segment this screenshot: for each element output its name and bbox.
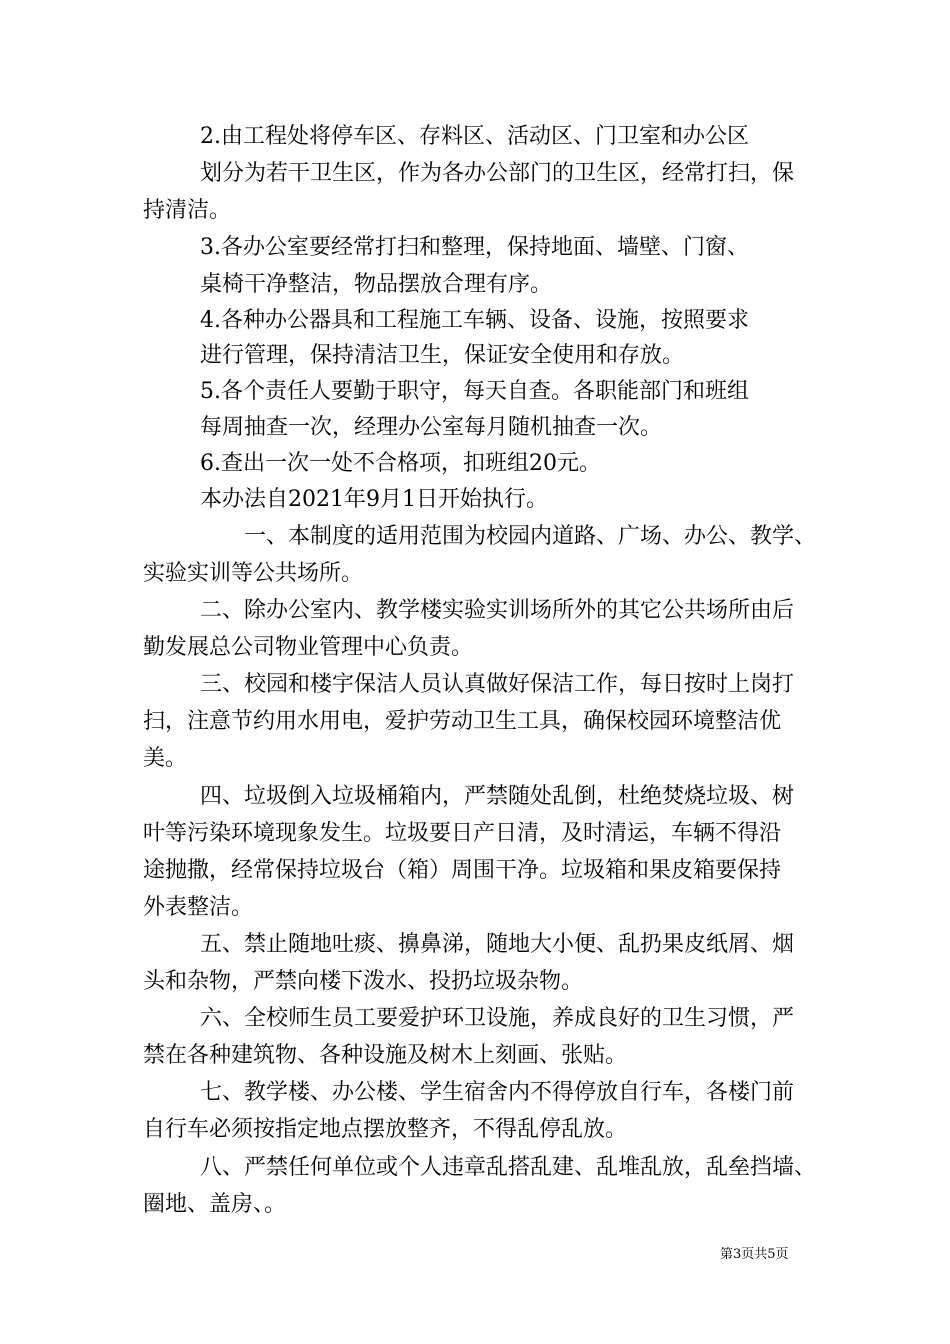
text-line: 一、本制度的适用范围为校园内道路、广场、办公、教学、 bbox=[244, 524, 817, 549]
text-line: 本办法自2021年9月1日开始执行。 bbox=[200, 487, 548, 512]
text-line: 头和杂物，严禁向楼下泼水、投扔垃圾杂物。 bbox=[143, 969, 584, 994]
text-line: 每周抽查一次，经理办公室每月随机抽查一次。 bbox=[200, 415, 663, 440]
text-line: 进行管理，保持清洁卫生，保证安全使用和存放。 bbox=[200, 343, 685, 368]
text-line: 七、教学楼、办公楼、学生宿舍内不得停放自行车，各楼门前 bbox=[200, 1080, 795, 1105]
text-line: 禁在各种建筑物、各种设施及树木上刻画、张贴。 bbox=[143, 1043, 628, 1068]
text-line: 四、垃圾倒入垃圾桶箱内，严禁随处乱倒，杜绝焚烧垃圾、树 bbox=[200, 784, 795, 809]
text-line: 桌椅干净整洁，物品摆放合理有序。 bbox=[200, 272, 553, 297]
text-line: 圈地、盖房、。 bbox=[143, 1192, 287, 1217]
text-line: 勤发展总公司物业管理中心负责。 bbox=[143, 635, 474, 660]
text-line: 持清洁。 bbox=[143, 198, 232, 223]
text-line: 二、除办公室内、教学楼实验实训场所外的其它公共场所由后 bbox=[200, 598, 795, 623]
text-line: 划分为若干卫生区，作为各办公部门的卫生区，经常打扫，保 bbox=[200, 161, 795, 186]
text-line: 叶等污染环境现象发生。垃圾要日产日清，及时清运，车辆不得沿 bbox=[143, 821, 782, 846]
text-line: 4.各种办公器具和工程施工车辆、设备、设施，按照要求 bbox=[200, 308, 749, 333]
text-line: 3.各办公室要经常打扫和整理，保持地面、墙壁、门窗、 bbox=[200, 235, 749, 260]
page-number: 第3页共5页 bbox=[720, 1247, 789, 1262]
text-line: 途抛撒，经常保持垃圾台（箱）周围干净。垃圾箱和果皮箱要保持 bbox=[143, 858, 782, 883]
text-line: 八、严禁任何单位或个人违章乱搭乱建、乱堆乱放，乱垒挡墙、 bbox=[200, 1155, 817, 1180]
text-line: 自行车必须按指定地点摆放整齐，不得乱停乱放。 bbox=[143, 1117, 628, 1142]
text-line: 三、校园和楼宇保洁人员认真做好保洁工作，每日按时上岗打 bbox=[200, 672, 795, 697]
text-line: 2.由工程处将停车区、存料区、活动区、门卫室和办公区 bbox=[200, 124, 749, 149]
text-line: 6.查出一次一处不合格项，扣班组20元。 bbox=[200, 451, 601, 476]
text-line: 扫，注意节约用水用电，爱护劳动卫生工具，确保校园环境整洁优 bbox=[143, 709, 782, 734]
text-line: 实验实训等公共场所。 bbox=[143, 561, 364, 586]
text-line: 六、全校师生员工要爱护环卫设施，养成良好的卫生习惯，严 bbox=[200, 1006, 795, 1031]
text-line: 5.各个责任人要勤于职守，每天自查。各职能部门和班组 bbox=[200, 379, 749, 404]
text-line: 外表整洁。 bbox=[143, 895, 254, 920]
text-line: 五、禁止随地吐痰、擤鼻涕，随地大小便、乱扔果皮纸屑、烟 bbox=[200, 932, 795, 957]
text-line: 美。 bbox=[143, 746, 188, 771]
